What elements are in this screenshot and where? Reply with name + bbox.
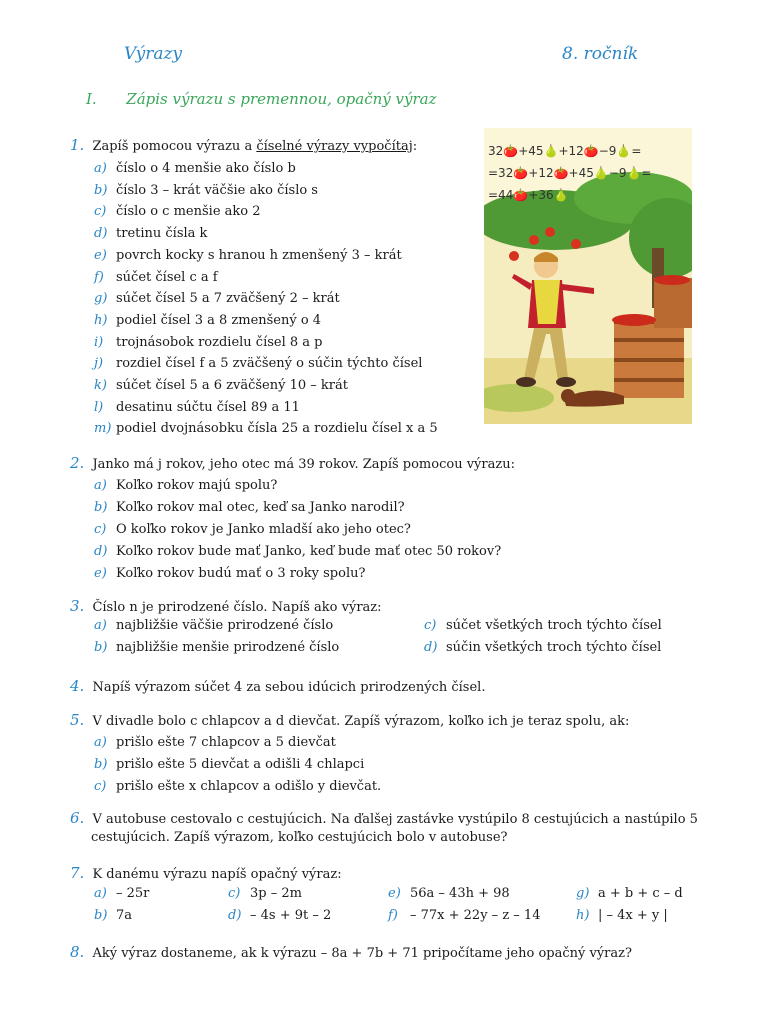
item-letter: h) bbox=[94, 312, 108, 328]
list-item bbox=[94, 732, 381, 754]
worksheet-title: Výrazy bbox=[124, 44, 183, 64]
list-item bbox=[94, 418, 438, 440]
question-text-underlined: číselné výrazy vypočítaj bbox=[256, 139, 413, 154]
list-item bbox=[94, 541, 501, 563]
image-equation-1: 32🍅+45🍐+12🍅−9🍐= bbox=[488, 144, 642, 158]
list-item bbox=[94, 310, 438, 332]
item-letter: f) bbox=[94, 269, 104, 285]
question-8 bbox=[70, 943, 632, 961]
list-item: c) súčet všetkých troch týchto čísel bbox=[424, 618, 662, 633]
question-5-items bbox=[94, 732, 381, 798]
item-text: rozdiel čísel f a 5 zväčšený o súčin týchto čísel bbox=[116, 356, 423, 372]
item-text: súčet čísel 5 a 6 zväčšený 10 – krát bbox=[116, 378, 348, 394]
item-letter: b) bbox=[94, 500, 108, 515]
list-item bbox=[94, 754, 381, 776]
item-text: číslo o 4 menšie ako číslo b bbox=[116, 161, 296, 176]
question-number: 2. bbox=[70, 454, 85, 472]
question-text: Zapíš pomocou výrazu a bbox=[92, 139, 257, 154]
item-letter: d) bbox=[94, 544, 108, 559]
list-item: f) – 77x + 22y – z – 14 bbox=[388, 908, 541, 923]
item-letter: i) bbox=[94, 334, 104, 350]
item-text: tretinu čísla k bbox=[116, 226, 208, 242]
list-item bbox=[94, 353, 438, 375]
question-number: 7. bbox=[70, 864, 85, 882]
list-item: b) 7a bbox=[94, 908, 133, 923]
question-4 bbox=[70, 677, 485, 695]
item-text: povrch kocky s hranou h zmenšený 3 – krát bbox=[116, 247, 402, 263]
question-text: Napíš výrazom súčet 4 za sebou idúcich prirodzených čísel. bbox=[92, 680, 486, 695]
item-letter: a) bbox=[94, 735, 107, 750]
list-item bbox=[94, 332, 438, 354]
item-letter: l) bbox=[94, 399, 104, 415]
list-item bbox=[94, 397, 438, 419]
question-6 bbox=[70, 809, 698, 827]
item-letter: a) bbox=[94, 161, 107, 176]
item-text: Koľko rokov mal otec, keď sa Janko narodil? bbox=[116, 500, 405, 515]
item-text: desatinu súčtu čísel 89 a 11 bbox=[116, 399, 300, 415]
question-2 bbox=[70, 454, 515, 472]
list-item: c) 3p – 2m bbox=[228, 886, 302, 901]
item-letter: c) bbox=[94, 522, 107, 537]
section-heading bbox=[86, 90, 437, 108]
item-letter: a) bbox=[94, 478, 107, 493]
item-text: Koľko rokov bude mať Janko, keď bude mať otec 50 rokov? bbox=[116, 544, 502, 559]
item-text: číslo 3 – krát väčšie ako číslo s bbox=[116, 182, 318, 198]
item-text: podiel dvojnásobku čísla 25 a rozdielu čísel x a 5 bbox=[116, 421, 438, 437]
item-letter: d) bbox=[94, 226, 108, 242]
item-letter: c) bbox=[94, 779, 107, 794]
item-letter: e) bbox=[94, 247, 107, 263]
question-number: 4. bbox=[70, 677, 85, 695]
question-text-end: : bbox=[412, 139, 418, 154]
illustration-juggler bbox=[484, 128, 692, 424]
item-text: O koľko rokov je Janko mladší ako jeho otec? bbox=[116, 522, 411, 537]
list-item: e) 56a – 43h + 98 bbox=[388, 886, 510, 901]
item-letter: c) bbox=[94, 204, 107, 220]
list-item bbox=[94, 475, 501, 497]
question-number: 6. bbox=[70, 809, 85, 827]
question-text: K danému výrazu napíš opačný výraz: bbox=[92, 867, 342, 882]
question-text: Číslo n je prirodzené číslo. Napíš ako výraz: bbox=[92, 600, 382, 615]
item-letter: k) bbox=[94, 378, 107, 394]
item-text: Koľko rokov majú spolu? bbox=[116, 478, 278, 493]
list-item bbox=[94, 267, 438, 289]
question-number: 1. bbox=[70, 136, 85, 154]
item-text: podiel čísel 3 a 8 zmenšený o 4 bbox=[116, 312, 322, 328]
question-6-line-2: cestujúcich. Zapíš výrazom, koľko cestujúcich bolo v autobuse? bbox=[91, 830, 508, 845]
section-number: I. bbox=[86, 90, 97, 108]
question-number: 3. bbox=[70, 597, 85, 615]
list-item bbox=[94, 180, 438, 202]
question-number: 5. bbox=[70, 711, 85, 729]
section-title: Zápis výrazu s premennou, opačný výraz bbox=[126, 90, 437, 108]
question-text: Aký výraz dostaneme, ak k výrazu – 8a + 7b + 71 pripočítame jeho opačný výraz? bbox=[92, 946, 632, 961]
list-item bbox=[94, 245, 438, 267]
list-item bbox=[94, 776, 381, 798]
item-letter: b) bbox=[94, 757, 108, 772]
question-text-line-1: V autobuse cestovalo c cestujúcich. Na ďalšej zastávke vystúpilo 8 cestujúcich a nastúpilo 5 bbox=[92, 812, 698, 827]
question-7 bbox=[70, 864, 342, 882]
item-text: prišlo ešte x chlapcov a odišlo y dievčat. bbox=[116, 779, 382, 794]
list-item: a) najbližšie väčšie prirodzené číslo bbox=[94, 618, 334, 633]
list-item: b) najbližšie menšie prirodzené číslo bbox=[94, 640, 340, 655]
list-item bbox=[94, 158, 438, 180]
item-text: Koľko rokov budú mať o 3 roky spolu? bbox=[116, 566, 366, 581]
list-item bbox=[94, 563, 501, 585]
question-text: V divadle bolo c chlapcov a d dievčat. Zapíš výrazom, koľko ich je teraz spolu, ak: bbox=[92, 714, 630, 729]
list-item bbox=[94, 497, 501, 519]
list-item bbox=[94, 223, 438, 245]
image-equation-2: =32🍅+12🍅+45🍐−9🍐= bbox=[488, 166, 652, 180]
image-equation-3: =44🍅+36🍐 bbox=[488, 188, 569, 202]
list-item bbox=[94, 201, 438, 223]
item-letter: e) bbox=[94, 566, 107, 581]
list-item: d) súčin všetkých troch týchto čísel bbox=[424, 640, 662, 655]
question-1-items bbox=[94, 158, 438, 440]
list-item: a) – 25r bbox=[94, 886, 150, 901]
question-2-items bbox=[94, 475, 501, 585]
item-text: prišlo ešte 7 chlapcov a 5 dievčat bbox=[116, 735, 336, 750]
grade-label: 8. ročník bbox=[562, 44, 639, 64]
item-letter: j) bbox=[94, 356, 104, 372]
question-text: Janko má j rokov, jeho otec má 39 rokov. Zapíš pomocou výrazu: bbox=[92, 457, 515, 472]
list-item: g) a + b + c – d bbox=[576, 886, 683, 901]
item-text: prišlo ešte 5 dievčat a odišli 4 chlapci bbox=[116, 757, 365, 772]
item-text: trojnásobok rozdielu čísel 8 a p bbox=[116, 334, 323, 350]
item-letter: b) bbox=[94, 182, 108, 198]
list-item: h) | – 4x + y | bbox=[576, 908, 668, 923]
question-5 bbox=[70, 711, 629, 729]
item-text: súčet čísel 5 a 7 zväčšený 2 – krát bbox=[116, 291, 340, 307]
list-item bbox=[94, 375, 438, 397]
item-text: číslo o c menšie ako 2 bbox=[116, 204, 261, 220]
question-3 bbox=[70, 597, 382, 615]
item-text: súčet čísel c a f bbox=[116, 269, 218, 285]
list-item bbox=[94, 519, 501, 541]
list-item: d) – 4s + 9t – 2 bbox=[228, 908, 332, 923]
list-item bbox=[94, 288, 438, 310]
question-number: 8. bbox=[70, 943, 85, 961]
item-letter: g) bbox=[94, 291, 108, 307]
item-letter: m) bbox=[94, 421, 112, 437]
question-1 bbox=[70, 136, 417, 154]
